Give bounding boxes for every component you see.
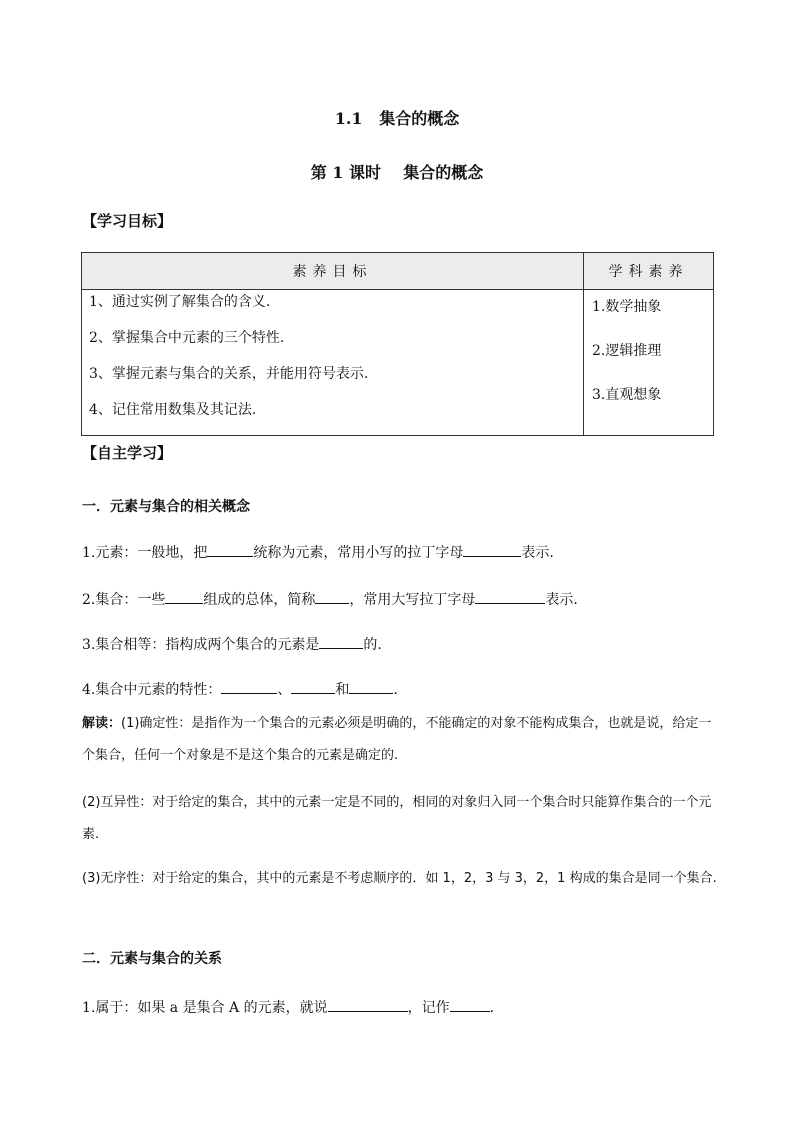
- interpretation-definiteness: 解读：(1)确定性：是指作为一个集合的元素必须是明确的，不能确定的对象不能构成集合，也就是说，给定一个集合，任何一个对象是不是这个集合的元素是确定的.: [82, 716, 712, 763]
- fill-blank[interactable]: [463, 542, 521, 557]
- membership-definition: 1.属于：如果 a 是集合 A 的元素，就说 ，记作 .: [82, 997, 494, 1017]
- fill-blank[interactable]: [315, 589, 349, 604]
- part1-heading: 一．元素与集合的相关概念: [82, 499, 250, 515]
- literacy-column-header: 学科素养: [584, 253, 714, 290]
- fill-blank[interactable]: [221, 679, 277, 694]
- goal-item: 3、掌握元素与集合的关系，并能用符号表示.: [89, 366, 369, 382]
- fill-blank[interactable]: [207, 542, 253, 557]
- fill-blank[interactable]: [291, 679, 335, 694]
- literacy-item: 1.数学抽象: [592, 299, 662, 315]
- objectives-table: [81, 252, 714, 436]
- interpretation-unordered: (3)无序性：对于给定的集合，其中的元素是不考虑顺序的．如 1，2，3 与 3，2，1 构成的集合是同一个集合.: [82, 871, 717, 886]
- goal-item: 4、记住常用数集及其记法.: [89, 402, 257, 418]
- document-title: 1.1 集合的概念: [334, 109, 460, 128]
- element-properties: 4.集合中元素的特性： 、 和 .: [82, 679, 398, 699]
- fill-blank[interactable]: [328, 997, 408, 1012]
- goal-item: 2、掌握集合中元素的三个特性.: [89, 330, 285, 346]
- goal-item: 1、通过实例了解集合的含义.: [89, 294, 271, 310]
- definition-element: 1.元素：一般地，把 统称为元素，常用小写的拉丁字母 表示.: [82, 542, 554, 562]
- goal-column-header: 素养目标: [82, 253, 584, 290]
- fill-blank[interactable]: [319, 634, 363, 649]
- interpretation-distinctness: (2)互异性：对于给定的集合，其中的元素一定是不同的，相同的对象归入同一个集合时只能算作集合的一个元素.: [82, 795, 712, 842]
- lesson-subtitle: 第 1 课时 集合的概念: [310, 163, 484, 182]
- fill-blank[interactable]: [450, 997, 490, 1012]
- definition-set: 2.集合：一些 组成的总体，简称 ，常用大写拉丁字母 表示.: [82, 589, 578, 609]
- fill-blank[interactable]: [165, 589, 203, 604]
- part2-heading: 二．元素与集合的关系: [82, 951, 222, 967]
- literacy-cell: [584, 290, 714, 436]
- definition-set-equality: 3.集合相等：指构成两个集合的元素是 的.: [82, 634, 382, 654]
- learning-objectives-label: 【学习目标】: [82, 212, 173, 230]
- fill-blank[interactable]: [349, 679, 393, 694]
- literacy-item: 3.直观想象: [592, 387, 662, 403]
- goals-cell: [82, 290, 584, 436]
- literacy-item: 2.逻辑推理: [592, 343, 662, 359]
- self-study-label: 【自主学习】: [82, 444, 173, 462]
- fill-blank[interactable]: [475, 589, 545, 604]
